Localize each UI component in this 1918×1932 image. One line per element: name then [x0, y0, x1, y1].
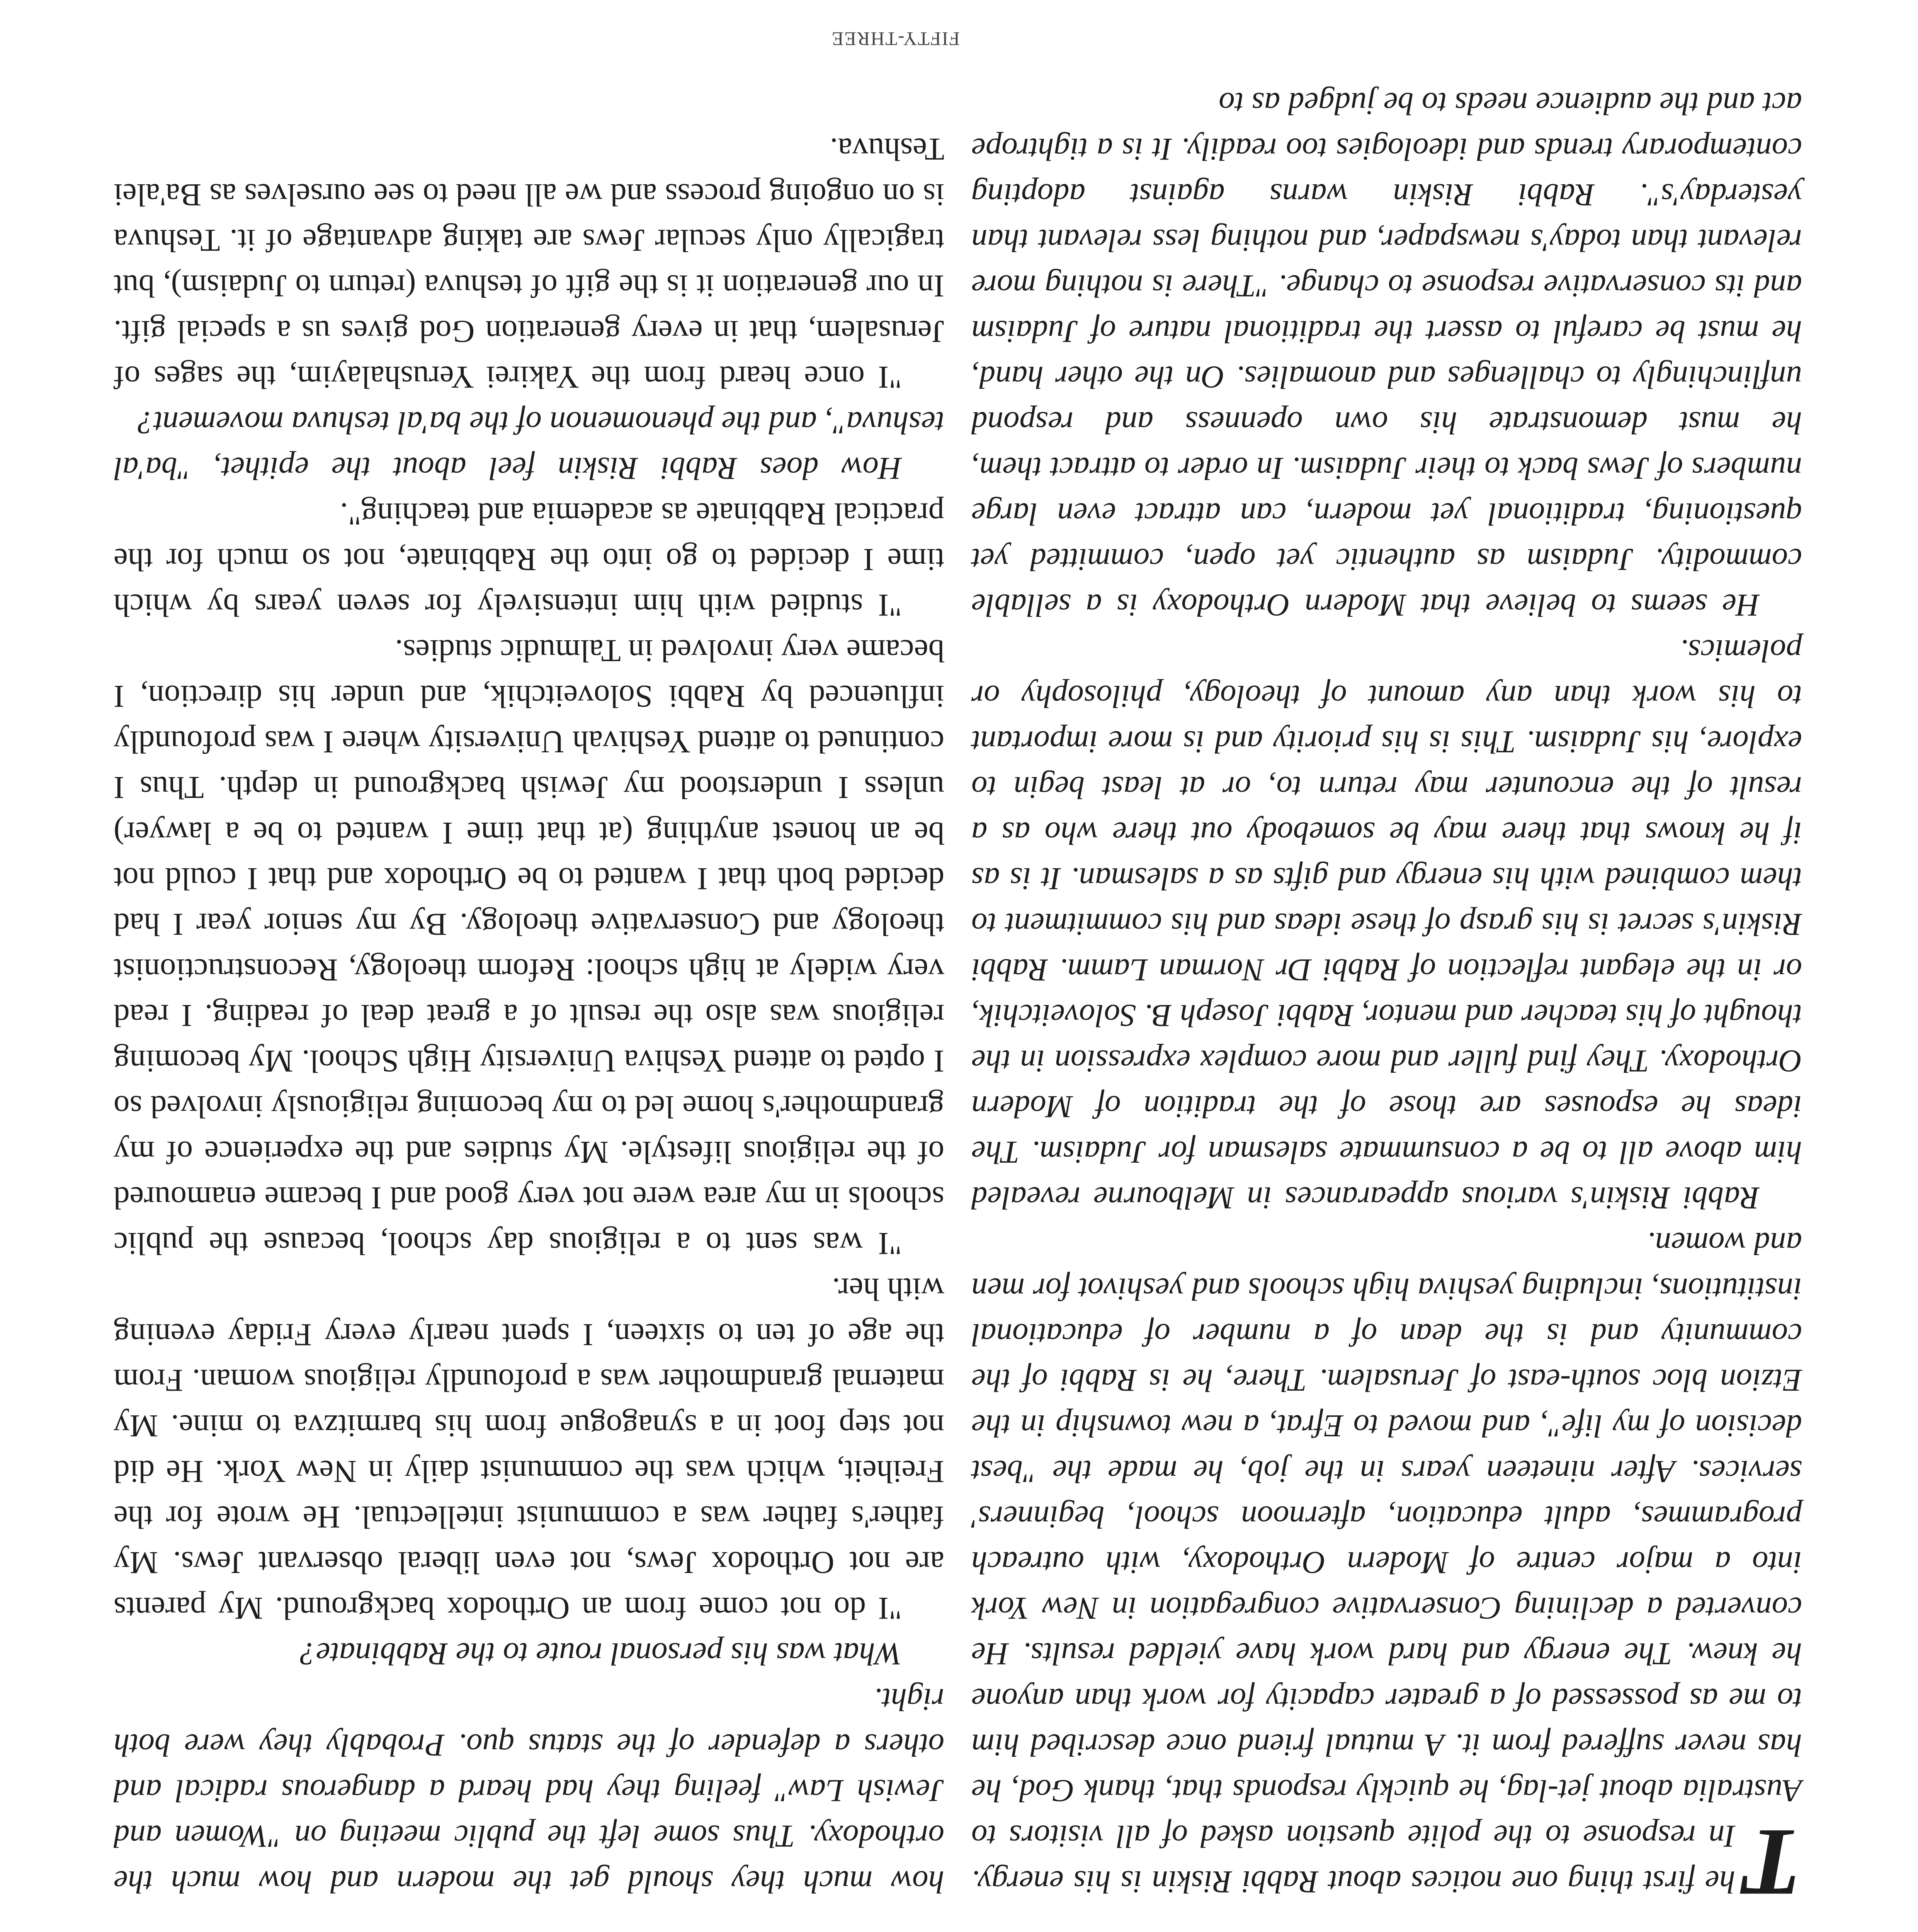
- interview-question: How does Rabbi Riskin feel about the epithet, "ba'al teshuva", and the phenomenon of the ba'al teshuva movement?: [114, 405, 944, 486]
- article-column-1: [971, 81, 1802, 1916]
- drop-cap: T: [1743, 1809, 1802, 1916]
- interview-answer: "I once heard from the Yakirei Yerushalayim, the sages of Jerusalem, that in every generation God gives us a special gift. In our generation it is the gift of teshuva (return to Judaism), but tragically only secular Jews are taking advantage of it. Teshuva is on ongoing process and we all need to see ourselves as Ba'alei Teshuva.: [114, 132, 944, 395]
- interview-question: What was his personal route to the Rabbinate?: [300, 1636, 902, 1672]
- intro-paragraph: [971, 1221, 1802, 1916]
- article-column-2: [114, 127, 944, 1905]
- interview-answer: "I was sent to a religious day school, because the public schools in my area were not very good and I became enamoured of the religious lifestyle. My studies and the experience of my grandmother's home led to my becoming religiously involved so I opted to attend Yeshiva University High School. My becoming religious was also the result of a great deal of reading. I read very widely at high school: Reform theology, Reconstructionist theology and Conservative theology. By my senior year I had decided both that I wanted to be Orthodox and that I could not be an honest anything (at that time I wanted to be a lawyer) unless I understood my Jewish background in depth. Thus I continued to attend Yeshivah University where I was profoundly influenced by Rabbi Soloveitchik, and under his direction, I became very involved in Talmudic studies.: [114, 633, 944, 1262]
- paragraph: He seems to believe that Modern Orthodoxy is a sellable commodity. Judaism as authentic yet open, committed yet questioning, traditional yet modern, can attract even large numbers of Jews back to their Judaism. In order to attract them, he must demonstrate his own openness and respond unflinchingly to challenges and anomalies. On the other hand, he must be careful to assert the traditional nature of Judaism and its conservative response to change. "There is nothing more relevant than today's newspaper, and nothing less relevant than yesterday's". Rabbi Riskin warns against adopting contemporary trends and ideologies too readily. It is a tightrope act and the audience needs to be judged as to: [971, 86, 1802, 623]
- paragraph: Rabbi Riskin's various appearances in Melbourne revealed him above all to be a consummate salesman for Judaism. The ideas he espouses are those of the tradition of Modern Orthodoxy. They find fuller and more complex expression in the thought of his teacher and mentor, Rabbi Joseph B. Soloveitchik, or in the elegant reflection of Rabbi Dr Norman Lamm. Rabbi Riskin's secret is his grasp of these ideas and his commitment to them combined with his energy and gifts as a salesman. It is as if he knows that there may be somebody out there who as a result of the encounter may return to, or at least begin to explore, his Judaism. This is his priority and is more important to his work than any amount of theology, philosophy or polemics.: [971, 633, 1802, 1216]
- paragraph-text: he first thing one notices about Rabbi Riskin is his energy. In response to the polite question asked of all visitors to Australia about jet-lag, he quickly responds that, thank God, he has never suffered from it. A mutual friend once described him to me as possessed of a greater capacity for work than anyone he knew. The energy and hard work have yielded results. He converted a declining Conservative congregation in New York into a major centre of Modern Orthodoxy, with outreach programmes, adult education, afternoon school, beginners' services. After nineteen years in the job, he made the "best decision of my life", and moved to Efrat, a new township in the Etzion bloc south-east of Jerusalem. There, he is Rabbi of the community and is the dean of a number of educational institutions, including yeshiva high schools and yeshivot for men and women.: [971, 1226, 1802, 1900]
- interview-answer: "I studied with him intensively for seven years by which time I decided to go into the Rabbinate, not so much for the practical Rabbinate as academia and teaching".: [114, 497, 944, 623]
- page-number: FIFTY-THREE: [831, 28, 960, 50]
- interview-question: how much they should get the modern and how much the orthodoxy. Thus some left the public meeting on "Women and Jewish Law" feeling they had heard a dangerous radical and others a defender of the status quo. Probably they were both right.: [114, 1682, 944, 1900]
- interview-answer: "I do not come from an Orthodox background. My parents are not Orthodox Jews, not even liberal observant Jews. My father's father was a communist intellectual. He wrote for the Freiheit, which was the communist daily in New York. He did not step foot in a synagogue from his barmitzva to mine. My maternal grandmother was a profoundly religious woman. From the age of ten to sixteen, I spent nearly every Friday evening with her.: [114, 1272, 944, 1626]
